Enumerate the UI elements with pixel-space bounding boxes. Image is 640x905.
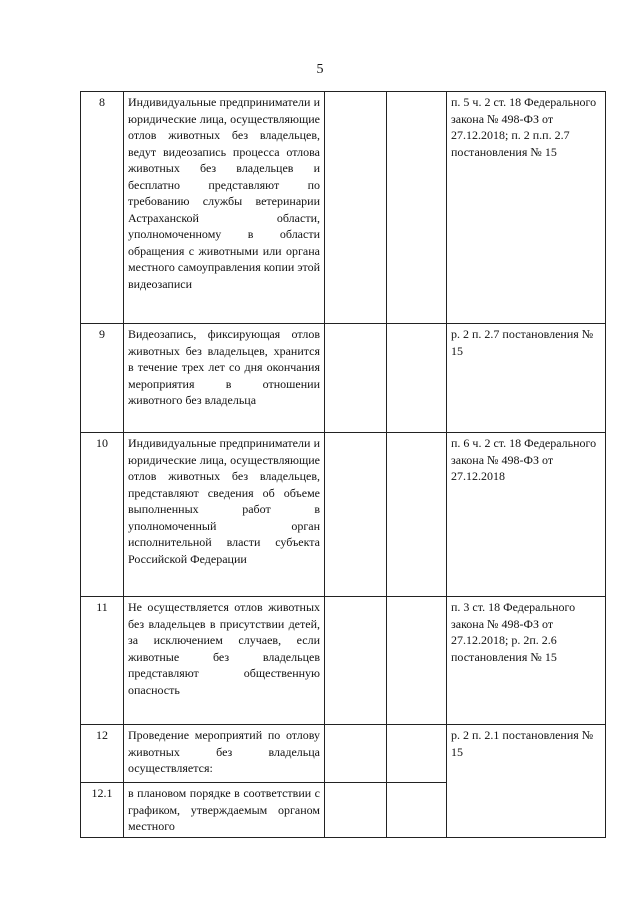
requirement-text: в плановом порядке в соответствии с графиком, утверждаемым органом местного bbox=[124, 783, 325, 838]
legal-reference: р. 2 п. 2.7 постановления № 15 bbox=[447, 324, 606, 433]
empty-cell bbox=[387, 92, 447, 324]
legal-reference: п. 6 ч. 2 ст. 18 Федерального закона № 498-ФЗ от 27.12.2018 bbox=[447, 433, 606, 597]
requirement-text: Индивидуальные предприниматели и юридические лица, осуществляющие отлов животных без владельцев, представляют сведения об объеме выполненных работ в уполномоченный орган исполнительной власти субъекта Российской Федерации bbox=[124, 433, 325, 597]
empty-cell bbox=[387, 324, 447, 433]
requirement-text: Видеозапись, фиксирующая отлов животных без владельцев, хранится в течение трех лет со дня окончания мероприятия в отношении животного без владельца bbox=[124, 324, 325, 433]
table-row bbox=[81, 433, 606, 597]
legal-reference: р. 2 п. 2.1 постановления № 15 bbox=[447, 725, 606, 838]
requirement-text: Индивидуальные предприниматели и юридические лица, осуществляющие отлов животных без владельцев, ведут видеозапись процесса отлова животных без владельцев и бесплатно представляют по требованию службы ветеринарии Астраханской области, уполномоченному в области обращения с животными или органа местного самоуправления копии этой видеозаписи bbox=[124, 92, 325, 324]
requirement-text: Не осуществляется отлов животных без владельцев в присутствии детей, за исключением случаев, если животные без владельцев представляют общественную опасность bbox=[124, 597, 325, 725]
table-row bbox=[81, 324, 606, 433]
empty-cell bbox=[387, 783, 447, 838]
legal-reference: п. 3 ст. 18 Федерального закона № 498-ФЗ от 27.12.2018; р. 2п. 2.6 постановления № 15 bbox=[447, 597, 606, 725]
empty-cell bbox=[325, 597, 387, 725]
empty-cell bbox=[387, 725, 447, 783]
row-number: 12 bbox=[81, 725, 124, 783]
row-number: 8 bbox=[81, 92, 124, 324]
empty-cell bbox=[325, 324, 387, 433]
row-number: 12.1 bbox=[81, 783, 124, 838]
empty-cell bbox=[325, 433, 387, 597]
row-number: 11 bbox=[81, 597, 124, 725]
row-number: 9 bbox=[81, 324, 124, 433]
empty-cell bbox=[387, 433, 447, 597]
requirements-table bbox=[80, 91, 606, 838]
page-number: 5 bbox=[316, 62, 324, 77]
empty-cell bbox=[325, 92, 387, 324]
table-row bbox=[81, 597, 606, 725]
requirement-text: Проведение мероприятий по отлову животных без владельца осуществляется: bbox=[124, 725, 325, 783]
empty-cell bbox=[325, 725, 387, 783]
empty-cell bbox=[387, 597, 447, 725]
table-row bbox=[81, 92, 606, 324]
empty-cell bbox=[325, 783, 387, 838]
row-number: 10 bbox=[81, 433, 124, 597]
table-row bbox=[81, 725, 606, 783]
legal-reference: п. 5 ч. 2 ст. 18 Федерального закона № 498-ФЗ от 27.12.2018; п. 2 п.п. 2.7 постановления № 15 bbox=[447, 92, 606, 324]
